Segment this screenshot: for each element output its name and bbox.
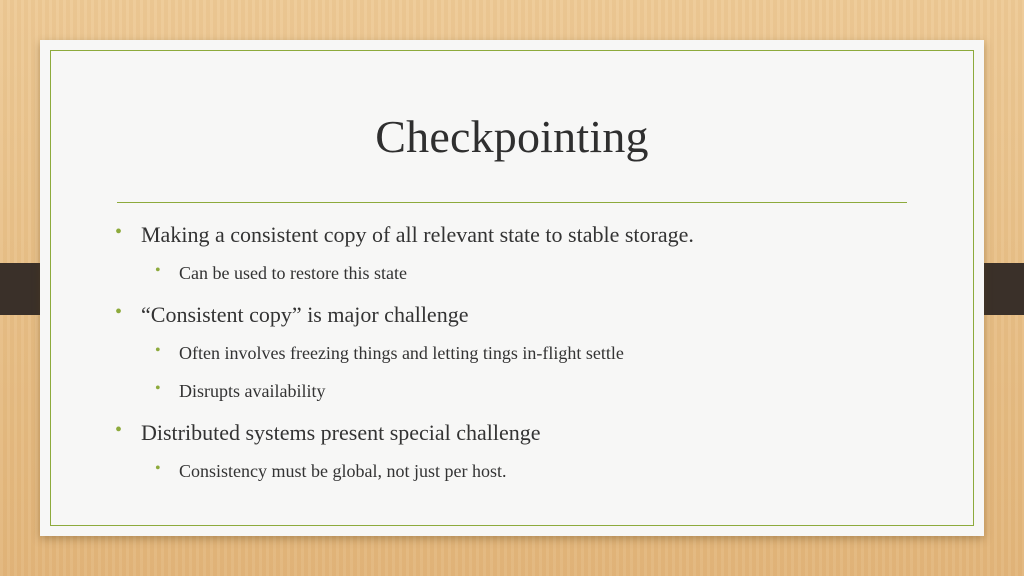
sub-bullet-text: Can be used to restore this state xyxy=(179,263,407,283)
slide-title: Checkpointing xyxy=(375,111,649,162)
sub-bullet-text: Disrupts availability xyxy=(179,381,326,401)
sub-bullet-text: Consistency must be global, not just per host. xyxy=(179,461,507,481)
bullet-dot-icon: • xyxy=(155,262,161,279)
bullet-dot-icon: • xyxy=(155,342,161,359)
bullet-dot-icon: • xyxy=(155,380,161,397)
bullet-item xyxy=(115,419,541,446)
sub-bullet-item xyxy=(155,262,407,284)
bullet-dot-icon: • xyxy=(115,221,123,243)
bullet-text: Distributed systems present special challenge xyxy=(141,420,541,445)
bullet-dot-icon: • xyxy=(155,460,161,477)
bullet-item xyxy=(115,221,694,248)
bullet-dot-icon: • xyxy=(115,419,123,441)
sub-bullet-item xyxy=(155,380,326,402)
bullet-text: Making a consistent copy of all relevant state to stable storage. xyxy=(141,222,694,247)
bullet-text: “Consistent copy” is major challenge xyxy=(141,302,469,327)
sub-bullet-item xyxy=(155,342,624,364)
bullet-dot-icon: • xyxy=(115,301,123,323)
sub-bullet-item xyxy=(155,460,507,482)
bullet-item xyxy=(115,301,469,328)
sub-bullet-text: Often involves freezing things and letting tings in-flight settle xyxy=(179,343,624,363)
